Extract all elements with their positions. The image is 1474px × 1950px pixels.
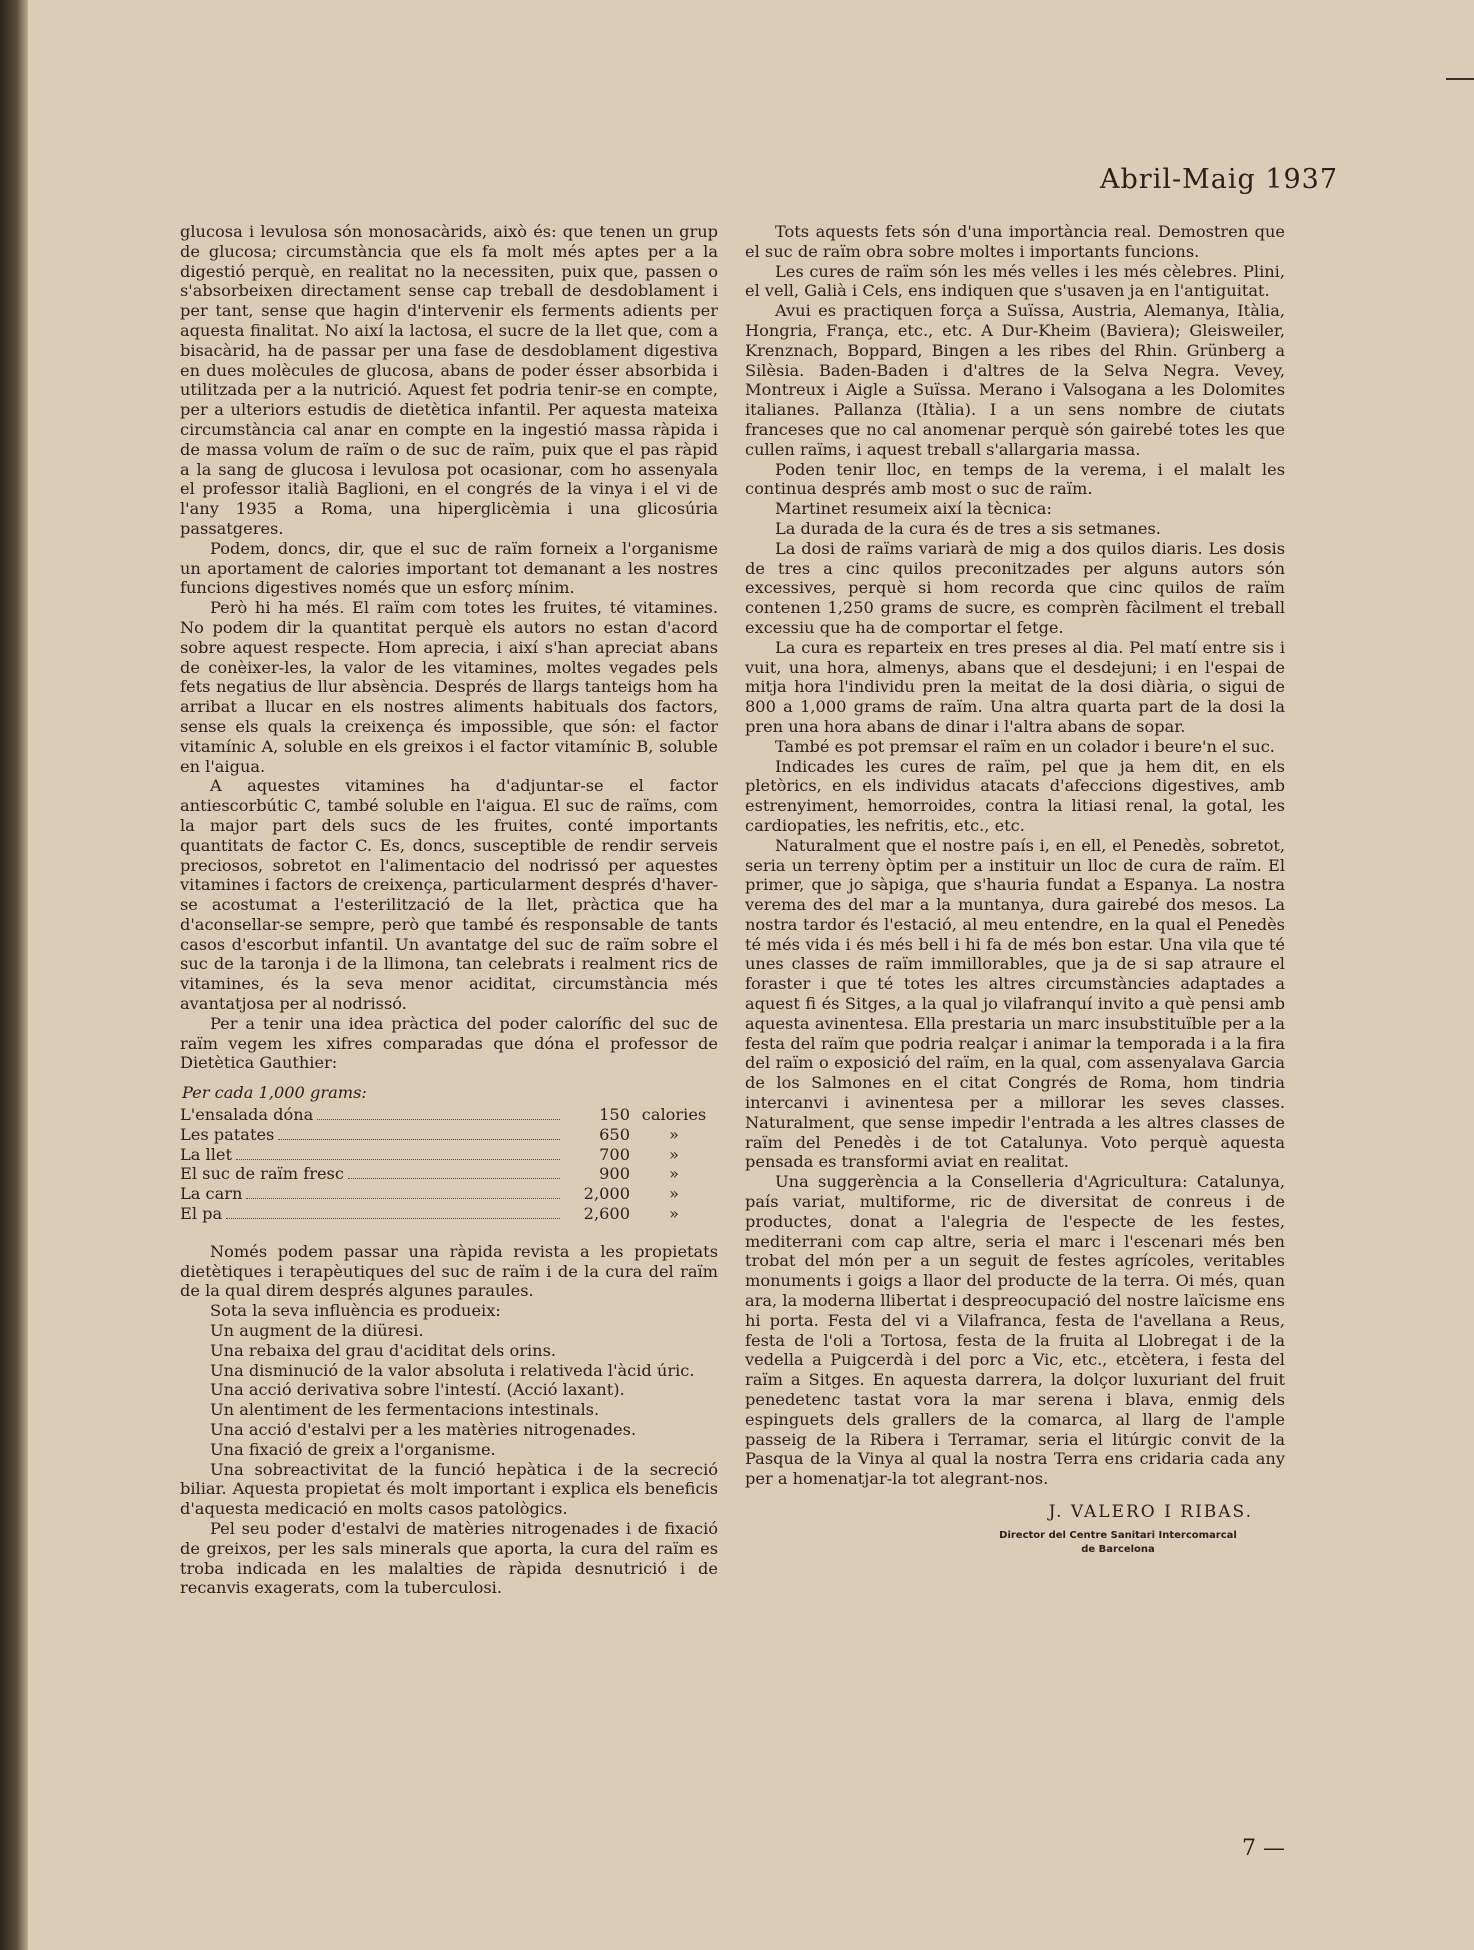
- paragraph: Per a tenir una idea pràctica del poder calorífic del suc de raïm vegem les xifres comparadas que dóna el professor de Dietètica Gauthier:: [180, 1013, 718, 1073]
- leader-dots: [226, 1218, 560, 1219]
- value-cell: 150: [599, 1105, 630, 1125]
- author-title: [745, 1529, 1263, 1557]
- table-row: [180, 1184, 718, 1204]
- unit-cell: »: [669, 1164, 679, 1184]
- effect-item: Una acció derivativa sobre l'intestí. (Acció laxant).: [210, 1380, 625, 1400]
- paragraph: La cura es reparteix en tres preses al dia. Pel matí entre sis i vuit, una hora, almenys, abans que el desdejuni; i en l'espai de mitja hora l'individu pren la meitat de la dosi diària, o sigui de 800 a 1,000 grams de raïm. Una altra quarta part de la dosi la pren una hora abans de dinar i l'altra abans de sopar.: [745, 637, 1285, 736]
- page-number: 7 —: [1242, 1836, 1285, 1861]
- paragraph: Sota la seva influència es produeix:: [210, 1301, 501, 1321]
- left-column: [180, 222, 718, 1598]
- author-title-line: de Barcelona: [1081, 1543, 1155, 1555]
- paragraph: Tots aquests fets són d'una importància real. Demostren que el suc de raïm obra sobre moltes i importants funcions.: [745, 222, 1285, 261]
- value-cell: 900: [599, 1164, 630, 1184]
- value-cell: 650: [599, 1124, 630, 1144]
- effect-item: Una acció d'estalvi per a les matèries nitrogenades.: [210, 1420, 637, 1440]
- paragraph: La durada de la cura és de tres a sis setmanes.: [775, 518, 1161, 538]
- author-title-line: Director del Centre Sanitari Intercomarcal: [999, 1529, 1237, 1541]
- leader-dots: [236, 1159, 560, 1160]
- table-row: [180, 1145, 718, 1165]
- unit-cell: calories: [641, 1105, 707, 1125]
- paragraph: La dosi de raïms variarà de mig a dos quilos diaris. Les dosis de tres a cinc quilos preconitzades per alguns autors són excessives, perquè si hom recorda que cinc quilos de raïm contenen 1,250 grams de sucre, es comprèn fàcilment el treball excessiu que ha de comportar el fetge.: [745, 538, 1285, 637]
- food-cell: El suc de raïm fresc: [180, 1164, 344, 1184]
- leader-dots: [278, 1139, 560, 1140]
- unit-cell: »: [669, 1124, 679, 1144]
- paragraph: Poden tenir lloc, en temps de la verema, i el malalt les continua després amb most o suc de raïm.: [745, 459, 1285, 499]
- paragraph: Però hi ha més. El raïm com totes les fruites, té vitamines. No podem dir la quantitat perquè els autors no estan d'acord sobre aquest respecte. Hom aprecia, i així s'han apreciat abans de conèixer-les, la valor de les vitamines, moltes vegades pels fets negatius de llur absència. Després de llargs tanteigs hom ha arribat a llucar en els nostres aliments habituals dos factors, sense els quals la creixença és impossible, que són: el factor vitamínic A, soluble en els greixos i el factor vitamínic B, soluble en l'aigua.: [180, 598, 718, 776]
- table-row: [180, 1105, 718, 1125]
- value-cell: 2,000: [583, 1184, 630, 1204]
- food-cell: L'ensalada dóna: [180, 1105, 314, 1125]
- calorie-table: [180, 1083, 718, 1224]
- effect-item: Una sobreactivitat de la funció hepàtica i de la secreció biliar. Aquesta propietat és molt important i explica els beneficis d'aquesta medicació en molts casos patològics.: [180, 1459, 718, 1519]
- table-row: [180, 1125, 718, 1145]
- author-signature: J. VALERO I RIBAS.: [1048, 1502, 1253, 1522]
- paragraph: Podem, doncs, dir, que el suc de raïm forneix a l'organisme un aportament de calories important tot demanant a les nostres funcions digestives només que un esforç mínim.: [180, 538, 718, 598]
- paragraph: Avui es practiquen força a Suïssa, Austria, Alemanya, Itàlia, Hongria, França, etc., etc. A Dur-Kheim (Baviera); Gleisweiler, Krenznach, Boppard, Bingen a les ribes del Rhin. Grünberg a Silèsia. Baden-Baden i d'altres de la Selva Negra. Vevey, Montreux i Aigle a Suïssa. Merano i Valsogana a les Dolomites italianes. Pallanza (Itàlia). I a un sens nombre de ciutats franceses que no cal anomenar perquè són gairebé totes les que cullen raïms, i aquest treball s'allargaria massa.: [745, 301, 1285, 459]
- effect-item: Una rebaixa del grau d'aciditat dels orins.: [210, 1340, 557, 1360]
- food-cell: La carn: [180, 1184, 243, 1204]
- paragraph: Només podem passar una ràpida revista a les propietats dietètiques i terapèutiques del suc de raïm i de la cura del raïm de la qual direm després algunes paraules.: [180, 1241, 718, 1301]
- paragraph: Pel seu poder d'estalvi de matèries nitrogenades i de fixació de greixos, per les sals minerals que aporta, la cura del raïm es troba indicada en les malalties de ràpida desnutrició i de recanvis exagerats, com la tuberculosi.: [180, 1519, 718, 1598]
- unit-cell: »: [669, 1204, 679, 1224]
- paragraph: Naturalment que el nostre país i, en ell, el Penedès, sobretot, seria un terreny òptim per a instituir un lloc de cura de raïm. El primer, que jo sàpiga, que s'hauria fundat a Espanya. La nostra verema des del mar a la muntanya, dura gairebé dos mesos. La nostra tardor és l'estació, al meu entendre, en la qual el Penedès té més vida i és més bell i hi fa de més bon estar. Una vila que té unes classes de raïm immillorables, que ja de si sap atraure el foraster i que té totes les altres circumstàncies adaptades a aquest fi és Sitges, a la qual jo vilafranquí invito a què pensi amb aquesta avinentesa. Ella prestaria un marc insubstituïble per a la festa del raïm que podria realçar i animar la temporada i a la fira del raïm o exposició del raïm, en la qual, com assenyalava Garcia de los Salmones en el citat Congrés de Roma, hom tindria intercanvi i avinentesa per a millorar les seves classes. Naturalment, que sense impedir l'entrada a les altres classes de raïm del Penedès i de tot Catalunya. Voto perquè aquesta pensada es transformi aviat en realitat.: [745, 835, 1285, 1172]
- food-cell: El pa: [180, 1204, 223, 1224]
- paragraph: Una suggerència a la Conselleria d'Agricultura: Catalunya, país variat, multiforme, ric de diversitat de conreus i de productes, donat a l'alegria de l'especte de les festes, mediterrani com cap altre, seria el marc i l'escenari més ben trobat del món per a un seguit de festes agrícoles, veritables monuments i goigs a llaor del producte de la terra. Oi més, quan ara, la moderna llibertat i despreocupació del nostre laïcisme ens hi porta. Festa del vi a Vilafranca, festa de l'avellana a Reus, festa de l'oli a Tortosa, festa de la fruita al Llobregat i de la vedella a Puigcerdà i del porc a Vic, etc., etcètera, i festa del raïm a Sitges. En aquesta darrera, la dolçor luxuriant del fruit penedetenc tastat vora la mar serena i blava, enmig dels espinguets dels grallers de la comarca, al llarg de l'ample passeig de la Ribera i Terramar, seria el litúrgic convit de la Pasqua de la Vinya al qual la nostra Terra ens cridaria cada any per a homenatjar-la tot alegrant-nos.: [745, 1172, 1285, 1489]
- value-cell: 700: [599, 1144, 630, 1164]
- edge-mark: [1446, 78, 1474, 80]
- right-column: [745, 222, 1285, 1557]
- table-caption: Per cada 1,000 grams:: [182, 1083, 367, 1103]
- book-spine: [0, 0, 28, 1950]
- table-row: [180, 1204, 718, 1224]
- paragraph: A aquestes vitamines ha d'adjuntar-se el factor antiescorbútic C, també soluble en l'aigua. El suc de raïms, com la major part dels sucs de les fruites, conté importants quantitats de factor C. Es, doncs, susceptible de rendir serveis preciosos, sobretot en l'alimentacio del nodrissó per aquestes vitamines i factors de creixença, particularment després d'haver-se acostumat a l'esterilització de la llet, pràctica que ha d'aconsellar-se sempre, però que també és responsable de tants casos d'escorbut infantil. Un avantatge del suc de raïm sobre el suc de la taronja i de la llimona, tan celebrats i realment rics de vitamines, és la seva menor aciditat, circumstància més avantatjosa per al nodrissó.: [180, 776, 718, 1014]
- header-date: Abril-Maig 1937: [1100, 164, 1339, 195]
- leader-dots: [348, 1178, 560, 1179]
- paragraph: Les cures de raïm són les més velles i les més cèlebres. Plini, el vell, Galià i Cels, ens indiquen que s'usaven ja en l'antiguitat.: [745, 261, 1285, 301]
- leader-dots: [317, 1119, 560, 1120]
- paragraph: També es pot premsar el raïm en un colador i beure'n el suc.: [775, 736, 1275, 756]
- value-cell: 2,600: [583, 1204, 630, 1224]
- unit-cell: »: [669, 1184, 679, 1204]
- effect-item: Una disminució de la valor absoluta i relativeda l'àcid úric.: [210, 1360, 695, 1380]
- paragraph: glucosa i levulosa són monosacàrids, això és: que tenen un grup de glucosa; circumstància que els fa molt més aptes per a la digestió perquè, en realitat no la necessiten, puix que, passen o s'absorbeixen directament sense cap treball de desdoblament i per tant, sense que hagin d'intervenir els ferments adients per aquesta finalitat. No així la lactosa, el sucre de la llet que, com a bisacàrid, ha de passar per una fase de desdoblament digestiva en dues molècules de glucosa, abans de poder ésser absorbida i utilitzada per a la nutrició. Aquest fet podria tenir-se en compte, per a ulteriors estudis de dietètica infantil. Per aquesta mateixa circumstància cal anar en compte en la ingestió massa ràpida i de massa volum de raïm o de suc de raïm, puix que el pas ràpid a la sang de glucosa i levulosa pot ocasionar, com ho assenyala el professor italià Baglioni, en el congrés de la vinya i el vi de l'any 1935 a Roma, una hiperglicèmia i una glicosúria passatgeres.: [180, 222, 718, 538]
- food-cell: Les patates: [180, 1124, 275, 1144]
- food-cell: La llet: [180, 1144, 232, 1164]
- unit-cell: »: [669, 1144, 679, 1164]
- table-row: [180, 1164, 718, 1184]
- leader-dots: [246, 1198, 560, 1199]
- paragraph: Martinet resumeix així la tècnica:: [775, 499, 1052, 519]
- effect-item: Un alentiment de les fermentacions intestinals.: [210, 1400, 600, 1420]
- effect-item: Un augment de la diüresi.: [210, 1321, 424, 1341]
- effect-item: Una fixació de greix a l'organisme.: [210, 1439, 496, 1459]
- paragraph: Indicades les cures de raïm, pel que ja hem dit, en els pletòrics, en els individus atacats d'afeccions digestives, amb estrenyiment, hemorroides, contra la litiasi renal, la gotal, les cardiopaties, les nefritis, etc., etc.: [745, 756, 1285, 835]
